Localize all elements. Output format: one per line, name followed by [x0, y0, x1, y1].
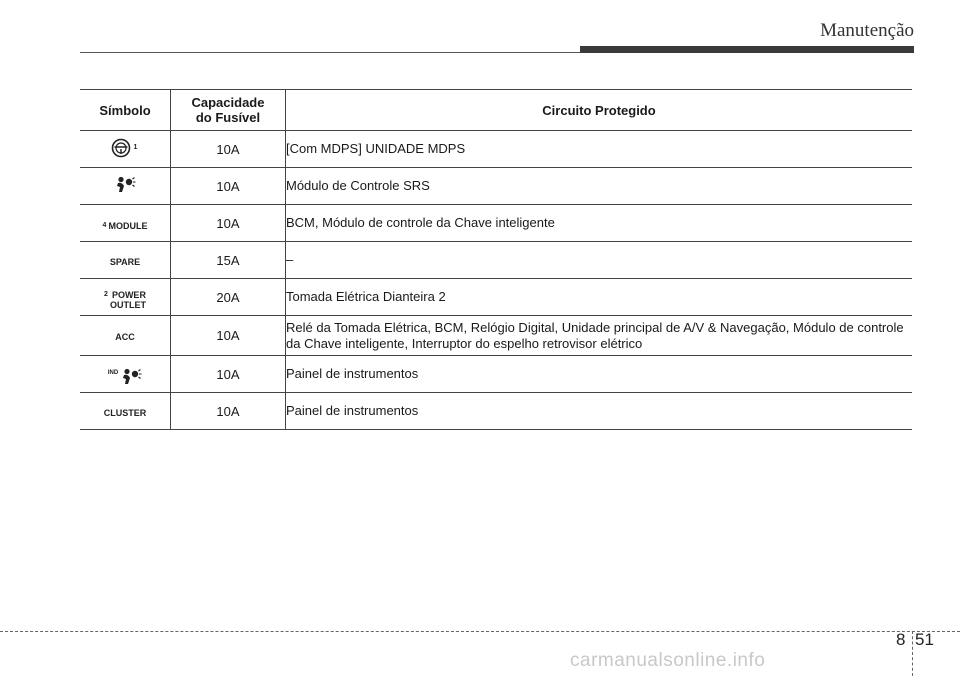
symbol-superscript: IND — [107, 370, 119, 376]
symbol-label: ACC — [115, 332, 135, 342]
circuit-cell: Tomada Elétrica Dianteira 2 — [286, 279, 913, 316]
symbol-cell — [80, 242, 171, 279]
header-symbol: Símbolo — [80, 90, 171, 131]
chapter-number: 8 — [896, 630, 906, 649]
symbol-label: MODULE — [108, 221, 148, 231]
header-bar — [580, 46, 914, 53]
circuit-cell: BCM, Módulo de controle da Chave inteligente — [286, 205, 913, 242]
page-number-separator — [912, 631, 913, 676]
symbol-cell — [80, 316, 171, 356]
capacity-cell: 20A — [171, 279, 286, 316]
table-row — [80, 131, 912, 168]
circuit-cell: – — [286, 242, 913, 279]
watermark: carmanualsonline.info — [570, 650, 766, 671]
circuit-cell: Painel de instrumentos — [286, 393, 913, 430]
symbol-cell — [80, 131, 171, 168]
capacity-cell: 15A — [171, 242, 286, 279]
header-capacity-line2: do Fusível — [195, 110, 261, 125]
table-header-row — [80, 90, 912, 131]
symbol-label: CLUSTER — [103, 407, 147, 418]
table-row — [80, 316, 912, 356]
table-row — [80, 205, 912, 242]
symbol-cell — [80, 356, 171, 393]
capacity-cell: 10A — [171, 168, 286, 205]
header-capacity — [171, 90, 286, 131]
airbag-icon — [114, 176, 136, 194]
circuit-cell: Painel de instrumentos — [286, 356, 913, 393]
page-number: 51 — [915, 630, 934, 649]
circuit-cell: Módulo de Controle SRS — [286, 168, 913, 205]
circuit-cell: Relé da Tomada Elétrica, BCM, Relógio Digital, Unidade principal de A/V & Navegação, Módulo de controle da Chave inteligente, Interruptor do espelho retrovisor elétrico — [286, 316, 913, 356]
symbol-cell — [80, 393, 171, 430]
fuse-table — [80, 89, 912, 430]
symbol-cell — [80, 279, 171, 316]
capacity-cell: 10A — [171, 316, 286, 356]
page-header-title: Manutenção — [820, 20, 914, 41]
symbol-superscript: 1 — [133, 143, 138, 151]
capacity-cell: 10A — [171, 393, 286, 430]
header-capacity-line1: Capacidade — [191, 95, 265, 110]
capacity-cell: 10A — [171, 131, 286, 168]
footer-dashed-rule — [0, 631, 960, 632]
symbol-superscript: 4 — [102, 222, 107, 229]
symbol-label-line2: OUTLET — [109, 300, 146, 310]
symbol-cell — [80, 168, 171, 205]
capacity-cell: 10A — [171, 356, 286, 393]
table-row — [80, 279, 912, 316]
symbol-label — [110, 290, 146, 310]
symbol-label-line1: POWER — [111, 290, 146, 300]
table-row — [80, 242, 912, 279]
circuit-cell: [Com MDPS] UNIDADE MDPS — [286, 131, 913, 168]
header-rule — [80, 52, 580, 53]
symbol-cell — [80, 205, 171, 242]
capacity-cell: 10A — [171, 205, 286, 242]
table-row — [80, 168, 912, 205]
airbag-icon — [120, 368, 142, 386]
table-row — [80, 393, 912, 430]
steering-wheel-icon — [111, 138, 131, 158]
symbol-superscript: 2 — [104, 291, 108, 298]
symbol-label: SPARE — [109, 256, 141, 267]
header-circuit: Circuito Protegido — [286, 90, 913, 131]
table-row — [80, 356, 912, 393]
